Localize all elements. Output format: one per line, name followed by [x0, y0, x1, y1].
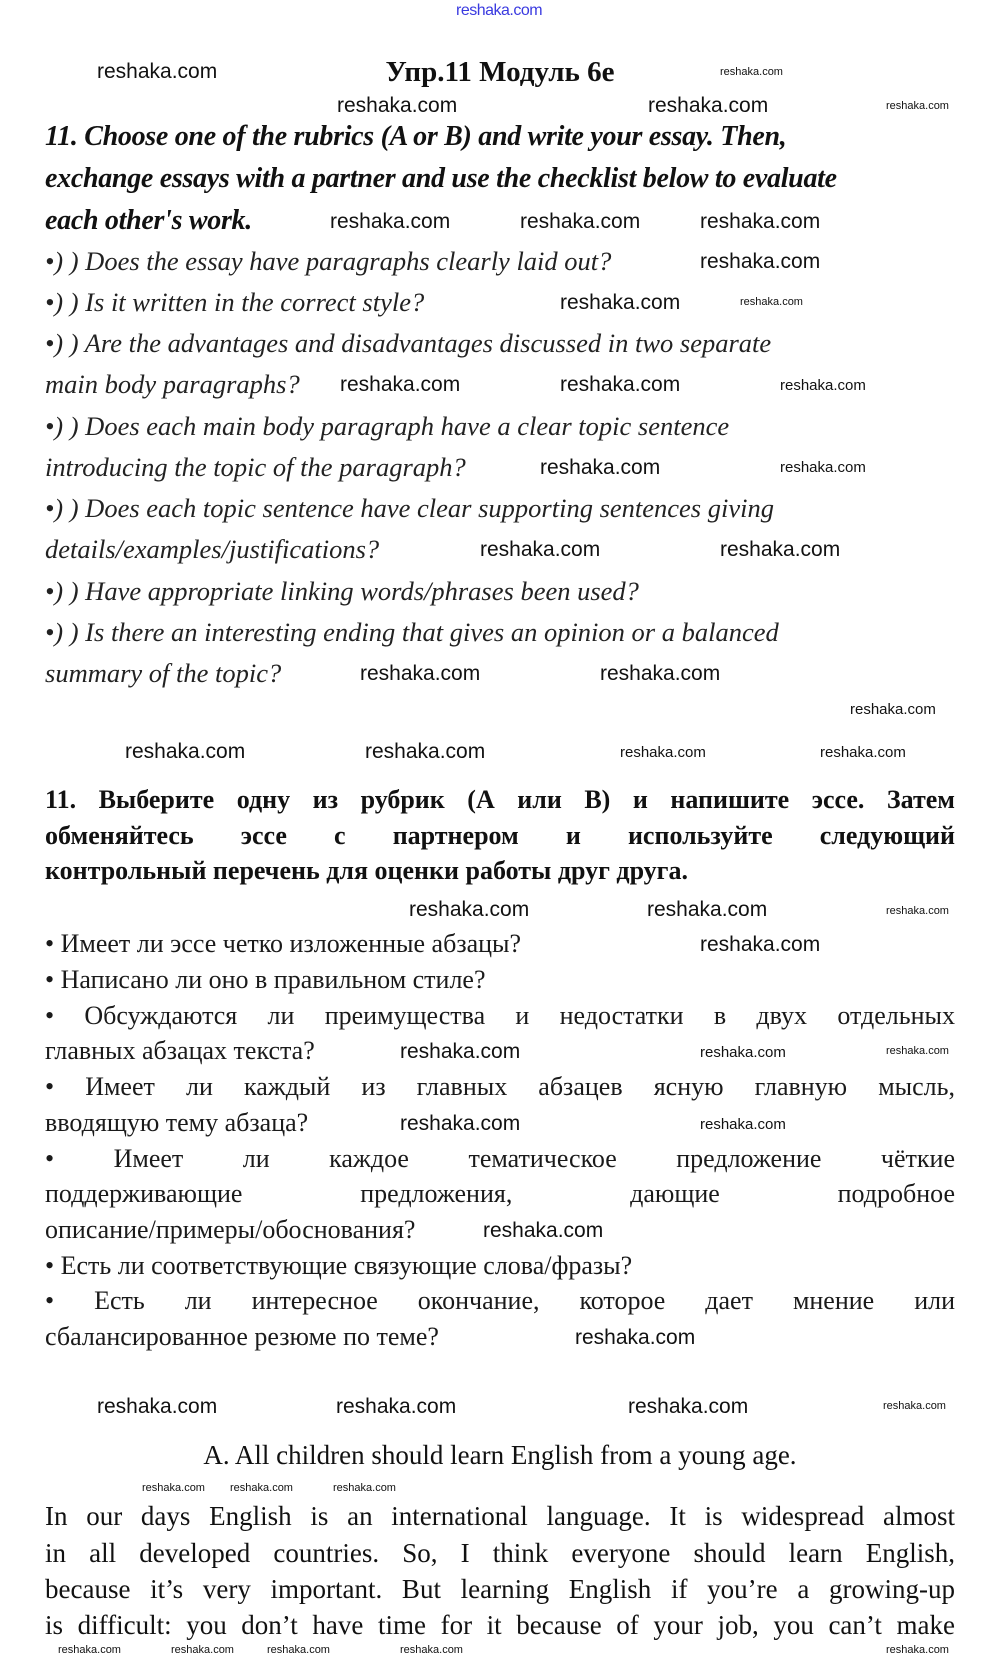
- essay-line: is difficult: you don’t have time for it because of your job, you can’t make: [45, 1610, 955, 1640]
- watermark: reshaka.com: [560, 291, 681, 314]
- watermark: reshaka.com: [700, 250, 821, 273]
- english-checklist-item: main body paragraphs?: [45, 369, 300, 399]
- watermark: reshaka.com: [620, 744, 706, 761]
- watermark: reshaka.com: [740, 296, 803, 308]
- english-heading-line: 11. Choose one of the rubrics (A or B) and write your essay. Then,: [45, 121, 787, 152]
- english-checklist-item: •) ) Does each topic sentence have clear supporting sentences giving: [45, 493, 774, 523]
- english-heading-line: exchange essays with a partner and use the checklist below to evaluate: [45, 163, 837, 194]
- english-checklist-item: summary of the topic?: [45, 658, 282, 688]
- russian-checklist-item: • Имеет ли каждый из главных абзацев ясную главную мысль,: [45, 1072, 955, 1101]
- english-checklist-item: •) ) Does each main body paragraph have a clear topic sentence: [45, 411, 730, 441]
- english-checklist-item: •) ) Have appropriate linking words/phrases been used?: [45, 576, 639, 606]
- english-checklist-item: •) ) Are the advantages and disadvantages discussed in two separate: [45, 328, 772, 358]
- essay-heading: A. All children should learn English from a young age.: [203, 1440, 797, 1470]
- english-checklist-item: •) ) Does the essay have paragraphs clearly laid out?: [45, 246, 612, 276]
- watermark: reshaka.com: [540, 456, 661, 479]
- watermark: reshaka.com: [886, 100, 949, 112]
- watermark: reshaka.com: [340, 373, 461, 396]
- russian-checklist-item: • Есть ли интересное окончание, которое дает мнение или: [45, 1286, 955, 1315]
- watermark: reshaka.com: [333, 1482, 396, 1494]
- watermark: reshaka.com: [330, 210, 451, 233]
- essay-line: in all developed countries. So, I think everyone should learn English,: [45, 1538, 955, 1568]
- watermark: reshaka.com: [97, 1395, 218, 1418]
- watermark: reshaka.com: [575, 1326, 696, 1349]
- watermark: reshaka.com: [720, 66, 783, 78]
- watermark: reshaka.com: [850, 701, 936, 718]
- russian-checklist-item: вводящую тему абзаца?: [45, 1108, 309, 1137]
- watermark: reshaka.com: [700, 933, 821, 956]
- english-checklist-item: introducing the topic of the paragraph?: [45, 452, 466, 482]
- watermark: reshaka.com: [628, 1395, 749, 1418]
- russian-checklist-item: описание/примеры/обоснования?: [45, 1215, 416, 1244]
- watermark: reshaka.com: [400, 1644, 463, 1656]
- russian-checklist-item: главных абзацах текста?: [45, 1036, 315, 1065]
- page-title: Упр.11 Модуль 6е: [385, 56, 615, 88]
- english-heading-line: each other's work.: [45, 205, 252, 236]
- watermark: reshaka.com: [886, 1644, 949, 1656]
- watermark: reshaka.com: [58, 1644, 121, 1656]
- watermark: reshaka.com: [883, 1400, 946, 1412]
- watermark: reshaka.com: [97, 60, 218, 83]
- watermark: reshaka.com: [886, 1045, 949, 1057]
- watermark: reshaka.com: [336, 1395, 457, 1418]
- watermark: reshaka.com: [409, 898, 530, 921]
- russian-checklist-item: • Имеет ли эссе четко изложенные абзацы?: [45, 929, 522, 958]
- russian-checklist-item: • Написано ли оно в правильном стиле?: [45, 965, 486, 994]
- watermark: reshaka.com: [700, 1044, 786, 1061]
- watermark: reshaka.com: [480, 538, 601, 561]
- watermark: reshaka.com: [142, 1482, 205, 1494]
- watermark: reshaka.com: [648, 94, 769, 117]
- watermark: reshaka.com: [647, 898, 768, 921]
- watermark: reshaka.com: [456, 2, 543, 19]
- english-checklist-item: •) ) Is it written in the correct style?: [45, 287, 425, 317]
- watermark: reshaka.com: [483, 1219, 604, 1242]
- watermark: reshaka.com: [700, 1116, 786, 1133]
- watermark: reshaka.com: [337, 94, 458, 117]
- watermark: reshaka.com: [360, 662, 481, 685]
- russian-checklist-item: • Есть ли соответствующие связующие слова/фразы?: [45, 1251, 633, 1280]
- watermark: reshaka.com: [400, 1040, 521, 1063]
- essay-line: because it’s very important. But learning English if you’re a growing-up: [45, 1574, 955, 1604]
- essay-line: In our days English is an international language. It is widespread almost: [45, 1501, 955, 1531]
- english-checklist-item: •) ) Is there an interesting ending that gives an opinion or a balanced: [45, 617, 779, 647]
- russian-heading-line: контрольный перечень для оценки работы друг друга.: [45, 856, 688, 885]
- watermark: reshaka.com: [267, 1644, 330, 1656]
- watermark: reshaka.com: [780, 377, 866, 394]
- watermark: reshaka.com: [600, 662, 721, 685]
- watermark: reshaka.com: [720, 538, 841, 561]
- watermark: reshaka.com: [820, 744, 906, 761]
- watermark: reshaka.com: [365, 740, 486, 763]
- russian-heading-line: обменяйтесь эссе с партнером и используйте следующий: [45, 821, 955, 850]
- watermark: reshaka.com: [230, 1482, 293, 1494]
- russian-checklist-item: • Обсуждаются ли преимущества и недостатки в двух отдельных: [45, 1001, 955, 1030]
- watermark: reshaka.com: [520, 210, 641, 233]
- russian-heading-line: 11. Выберите одну из рубрик (А или В) и напишите эссе. Затем: [45, 785, 955, 814]
- watermark: reshaka.com: [125, 740, 246, 763]
- watermark: reshaka.com: [171, 1644, 234, 1656]
- russian-checklist-item: поддерживающие предложения, дающие подробное: [45, 1179, 955, 1208]
- watermark: reshaka.com: [700, 210, 821, 233]
- english-checklist-item: details/examples/justifications?: [45, 534, 380, 564]
- watermark: reshaka.com: [400, 1112, 521, 1135]
- watermark: reshaka.com: [560, 373, 681, 396]
- russian-checklist-item: • Имеет ли каждое тематическое предложение чёткие: [45, 1144, 955, 1173]
- russian-checklist-item: сбалансированное резюме по теме?: [45, 1322, 439, 1351]
- watermark: reshaka.com: [886, 905, 949, 917]
- watermark: reshaka.com: [780, 459, 866, 476]
